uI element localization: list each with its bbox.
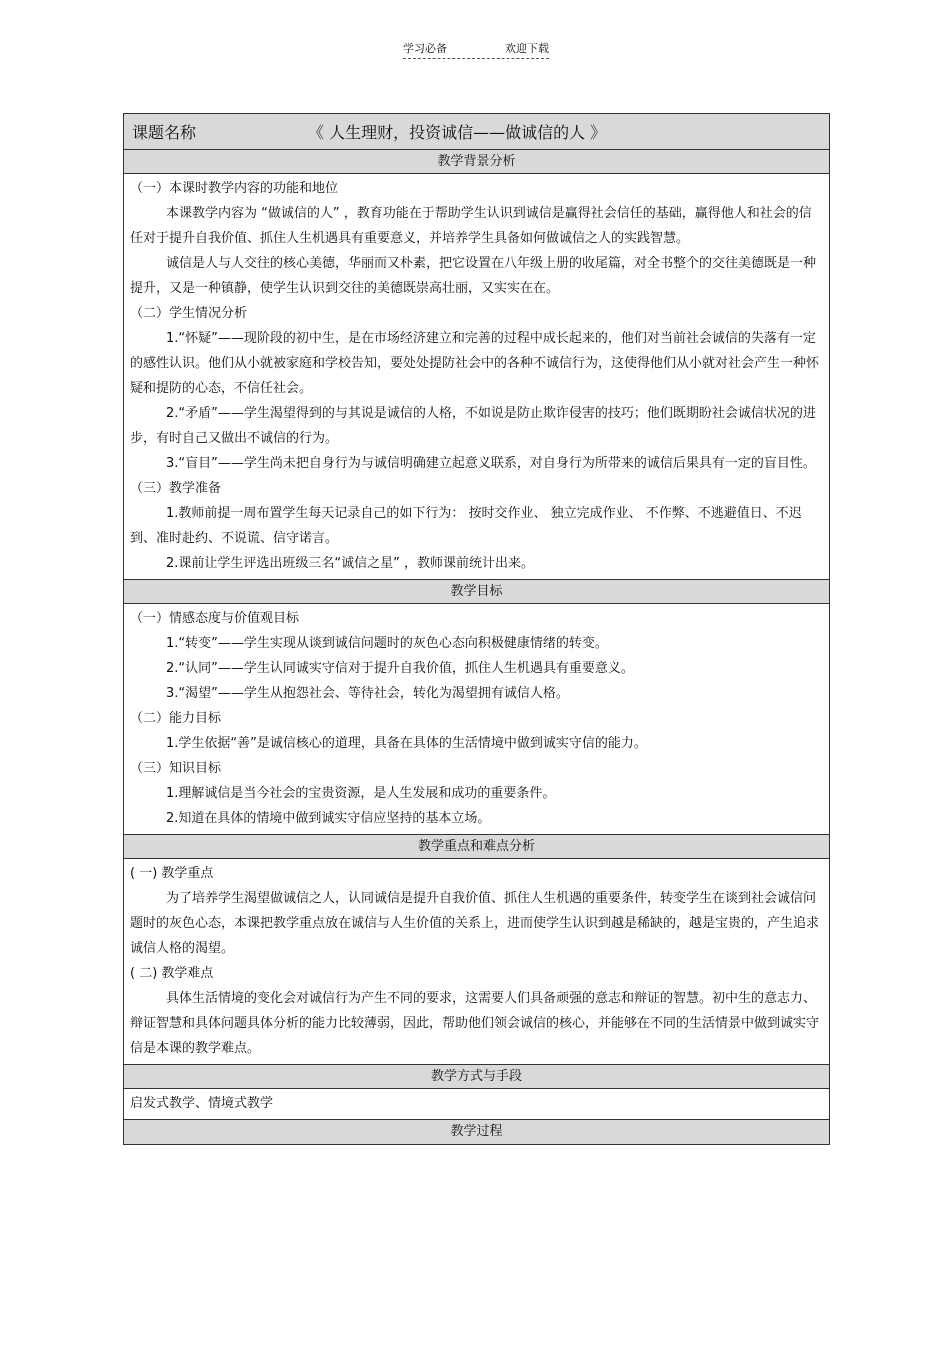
section-header-process: 教学过程 <box>124 1120 829 1144</box>
list-item: 1.学生依据“善”是诚信核心的道理，具备在具体的生活情境中做到诚实守信的能力。 <box>166 736 647 751</box>
section-header-methods: 教学方式与手段 <box>124 1065 829 1089</box>
list-item: 3.“渴望”——学生从抱怨社会、等待社会，转化为渴望拥有诚信人格。 <box>166 686 569 701</box>
list-item: 1.“怀疑”——现阶段的初中生，是在市场经济建立和完善的过程中成长起来的，他们对当前社会诚信的失落有一定的感性认识。他们从小就被家庭和学校告知，要处处提防社会中的各种不诚信行为，这使得他们从小就对社会产生一种怀疑和提防的心态，不信任社会。 <box>130 331 820 396</box>
subsection-title: （三）教学准备 <box>130 481 222 496</box>
list-item: 2.“矛盾”——学生渴望得到的与其说是诚信的人格，不如说是防止欺诈侵害的技巧；他们既期盼社会诚信状况的进步，有时自己又做出不诚信的行为。 <box>130 406 816 446</box>
lesson-plan-table <box>123 113 830 1145</box>
subsection-title: （一）情感态度与价值观目标 <box>130 611 300 626</box>
course-title: 《 人生理财，投资诚信——做诚信的人 》 <box>308 123 607 142</box>
list-item: 2.知道在具体的情境中做到诚实守信应坚持的基本立场。 <box>166 811 491 826</box>
course-label: 课题名称 <box>132 123 197 142</box>
section-header-background: 教学背景分析 <box>124 150 829 174</box>
list-item: 2.课前让学生评选出班级三名“诚信之星” ，教师课前统计出来。 <box>166 556 535 571</box>
section-header-goals: 教学目标 <box>124 580 829 604</box>
subsection-title: （二）学生情况分析 <box>130 306 248 321</box>
paragraph: 本课教学内容为 “做诚信的人” ，教育功能在于帮助学生认识到诚信是赢得社会信任的基础，赢得他人和社会的信任对于提升自我价值、抓住人生机遇具有重要意义，并培养学生具备如何做诚信之人的实践智慧。 <box>130 206 812 246</box>
course-title-row <box>124 114 829 150</box>
subsection-title: ( 一) 教学重点 <box>130 866 214 881</box>
paragraph: 具体生活情境的变化会对诚信行为产生不同的要求，这需要人们具备顽强的意志和辩证的智慧。初中生的意志力、辩证智慧和具体问题具体分析的能力比较薄弱，因此，帮助他们领会诚信的核心，并能够在不同的生活情景中做到诚实守信是本课的教学难点。 <box>130 991 820 1056</box>
subsection-title: ( 二) 教学难点 <box>130 966 214 981</box>
paragraph: 为了培养学生渴望做诚信之人，认同诚信是提升自我价值、抓住人生机遇的重要条件，转变学生在谈到社会诚信问题时的灰色心态，本课把教学重点放在诚信与人生价值的关系上，进而使学生认识到越是稀缺的，越是宝贵的，产生追求诚信人格的渴望。 <box>130 891 820 956</box>
section-body-methods <box>124 1089 829 1120</box>
page-header-right: 欢迎下载 <box>505 42 549 55</box>
list-item: 2.“认同”——学生认同诚实守信对于提升自我价值，抓住人生机遇具有重要意义。 <box>166 661 634 676</box>
subsection-title: （二）能力目标 <box>130 711 222 726</box>
section-header-keypoints: 教学重点和难点分析 <box>124 835 829 859</box>
section-body-goals <box>124 604 829 835</box>
subsection-title: （一）本课时教学内容的功能和地位 <box>130 181 339 196</box>
subsection-title: （三）知识目标 <box>130 761 222 776</box>
page-header-left: 学习必备 <box>403 42 447 55</box>
methods-text: 启发式教学、情境式教学 <box>130 1096 274 1111</box>
list-item: 1.理解诚信是当今社会的宝贵资源，是人生发展和成功的重要条件。 <box>166 786 556 801</box>
list-item: 1.“转变”——学生实现从谈到诚信问题时的灰色心态向积极健康情绪的转变。 <box>166 636 608 651</box>
section-body-background <box>124 174 829 580</box>
paragraph: 诚信是人与人交往的核心美德，华丽而又朴素，把它设置在八年级上册的收尾篇，对全书整个的交往美德既是一种提升，又是一种镇静，使学生认识到交往的美德既崇高壮丽，又实实在在。 <box>130 256 817 296</box>
list-item: 1.教师前提一周布置学生每天记录自己的如下行为： 按时交作业、 独立完成作业、 不作弊、不逃避值日、不迟到、准时赴约、不说谎、信守诺言。 <box>130 506 802 546</box>
page-header <box>403 40 549 59</box>
list-item: 3.“盲目”——学生尚未把自身行为与诚信明确建立起意义联系，对自身行为所带来的诚信后果具有一定的盲目性。 <box>166 456 816 471</box>
section-body-keypoints <box>124 859 829 1065</box>
